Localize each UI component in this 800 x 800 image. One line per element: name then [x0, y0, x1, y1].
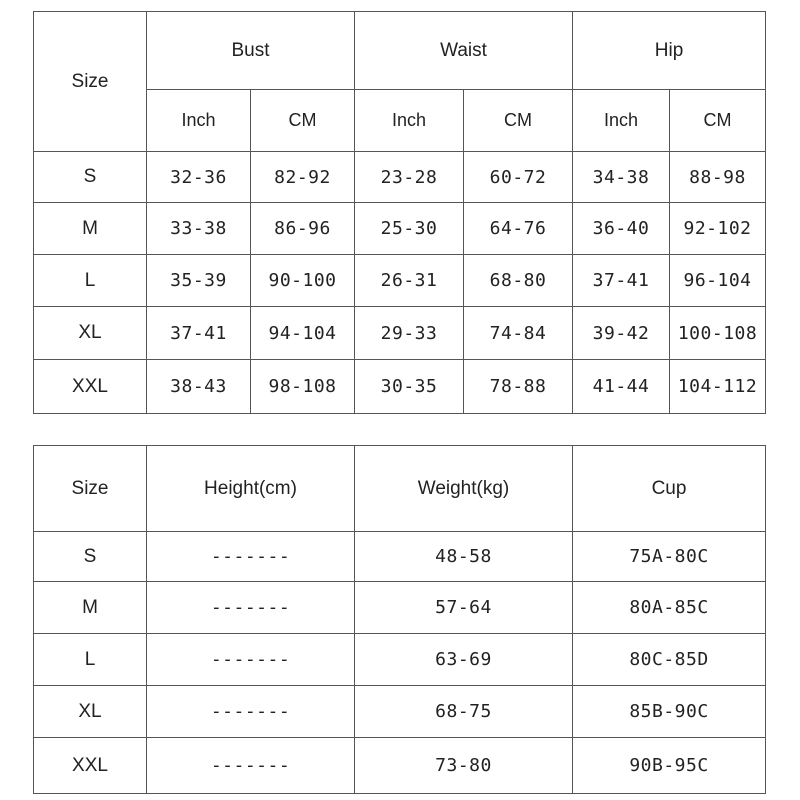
- unit-header: Inch: [147, 90, 251, 152]
- value-cell: 88-98: [670, 152, 766, 203]
- value-cell: 38-43: [147, 360, 251, 414]
- value-cell: 25-30: [355, 203, 464, 255]
- table-row: [34, 738, 766, 794]
- cup-cell: 80A-85C: [573, 582, 766, 634]
- value-cell: 34-38: [573, 152, 670, 203]
- value-cell: 78-88: [464, 360, 573, 414]
- value-cell: 92-102: [670, 203, 766, 255]
- value-cell: 33-38: [147, 203, 251, 255]
- waist-header: Waist: [355, 12, 573, 90]
- value-cell: 74-84: [464, 307, 573, 360]
- value-cell: 82-92: [251, 152, 355, 203]
- size-header: Size: [34, 446, 147, 532]
- value-cell: 86-96: [251, 203, 355, 255]
- unit-header: Inch: [355, 90, 464, 152]
- size-cell: S: [34, 152, 147, 203]
- value-cell: 100-108: [670, 307, 766, 360]
- table-row: [34, 532, 766, 582]
- table-row: [34, 582, 766, 634]
- bust-header: Bust: [147, 12, 355, 90]
- value-cell: 90-100: [251, 255, 355, 307]
- size-cell: XL: [34, 307, 147, 360]
- value-cell: 35-39: [147, 255, 251, 307]
- value-cell: 32-36: [147, 152, 251, 203]
- weight-cell: 57-64: [355, 582, 573, 634]
- table-row: [34, 634, 766, 686]
- unit-header: CM: [251, 90, 355, 152]
- size-cell: S: [34, 532, 147, 582]
- size-cell: XXL: [34, 360, 147, 414]
- unit-header: CM: [670, 90, 766, 152]
- size-header: Size: [34, 12, 147, 152]
- cup-cell: 75A-80C: [573, 532, 766, 582]
- table-row: [34, 255, 766, 307]
- value-cell: 68-80: [464, 255, 573, 307]
- value-cell: 64-76: [464, 203, 573, 255]
- height-cell: -------: [147, 532, 355, 582]
- size-cell: M: [34, 582, 147, 634]
- size-cell: M: [34, 203, 147, 255]
- table-row: [34, 686, 766, 738]
- table-row: [34, 360, 766, 414]
- value-cell: 96-104: [670, 255, 766, 307]
- value-cell: 98-108: [251, 360, 355, 414]
- height-cell: -------: [147, 634, 355, 686]
- measurement-size-table: [33, 11, 766, 414]
- height-cell: -------: [147, 582, 355, 634]
- weight-cell: 73-80: [355, 738, 573, 794]
- size-cell: L: [34, 255, 147, 307]
- weight-cell: 48-58: [355, 532, 573, 582]
- value-cell: 23-28: [355, 152, 464, 203]
- value-cell: 37-41: [147, 307, 251, 360]
- value-cell: 36-40: [573, 203, 670, 255]
- value-cell: 26-31: [355, 255, 464, 307]
- value-cell: 104-112: [670, 360, 766, 414]
- value-cell: 37-41: [573, 255, 670, 307]
- body-size-table: [33, 445, 766, 794]
- unit-header: Inch: [573, 90, 670, 152]
- value-cell: 30-35: [355, 360, 464, 414]
- size-cell: L: [34, 634, 147, 686]
- height-header: Height(cm): [147, 446, 355, 532]
- cup-cell: 90B-95C: [573, 738, 766, 794]
- height-cell: -------: [147, 738, 355, 794]
- value-cell: 60-72: [464, 152, 573, 203]
- hip-header: Hip: [573, 12, 766, 90]
- table-row: [34, 203, 766, 255]
- unit-header: CM: [464, 90, 573, 152]
- value-cell: 39-42: [573, 307, 670, 360]
- size-cell: XL: [34, 686, 147, 738]
- value-cell: 94-104: [251, 307, 355, 360]
- weight-header: Weight(kg): [355, 446, 573, 532]
- size-cell: XXL: [34, 738, 147, 794]
- height-cell: -------: [147, 686, 355, 738]
- cup-header: Cup: [573, 446, 766, 532]
- weight-cell: 63-69: [355, 634, 573, 686]
- weight-cell: 68-75: [355, 686, 573, 738]
- value-cell: 41-44: [573, 360, 670, 414]
- table-row: [34, 307, 766, 360]
- table-row: [34, 152, 766, 203]
- cup-cell: 85B-90C: [573, 686, 766, 738]
- value-cell: 29-33: [355, 307, 464, 360]
- cup-cell: 80C-85D: [573, 634, 766, 686]
